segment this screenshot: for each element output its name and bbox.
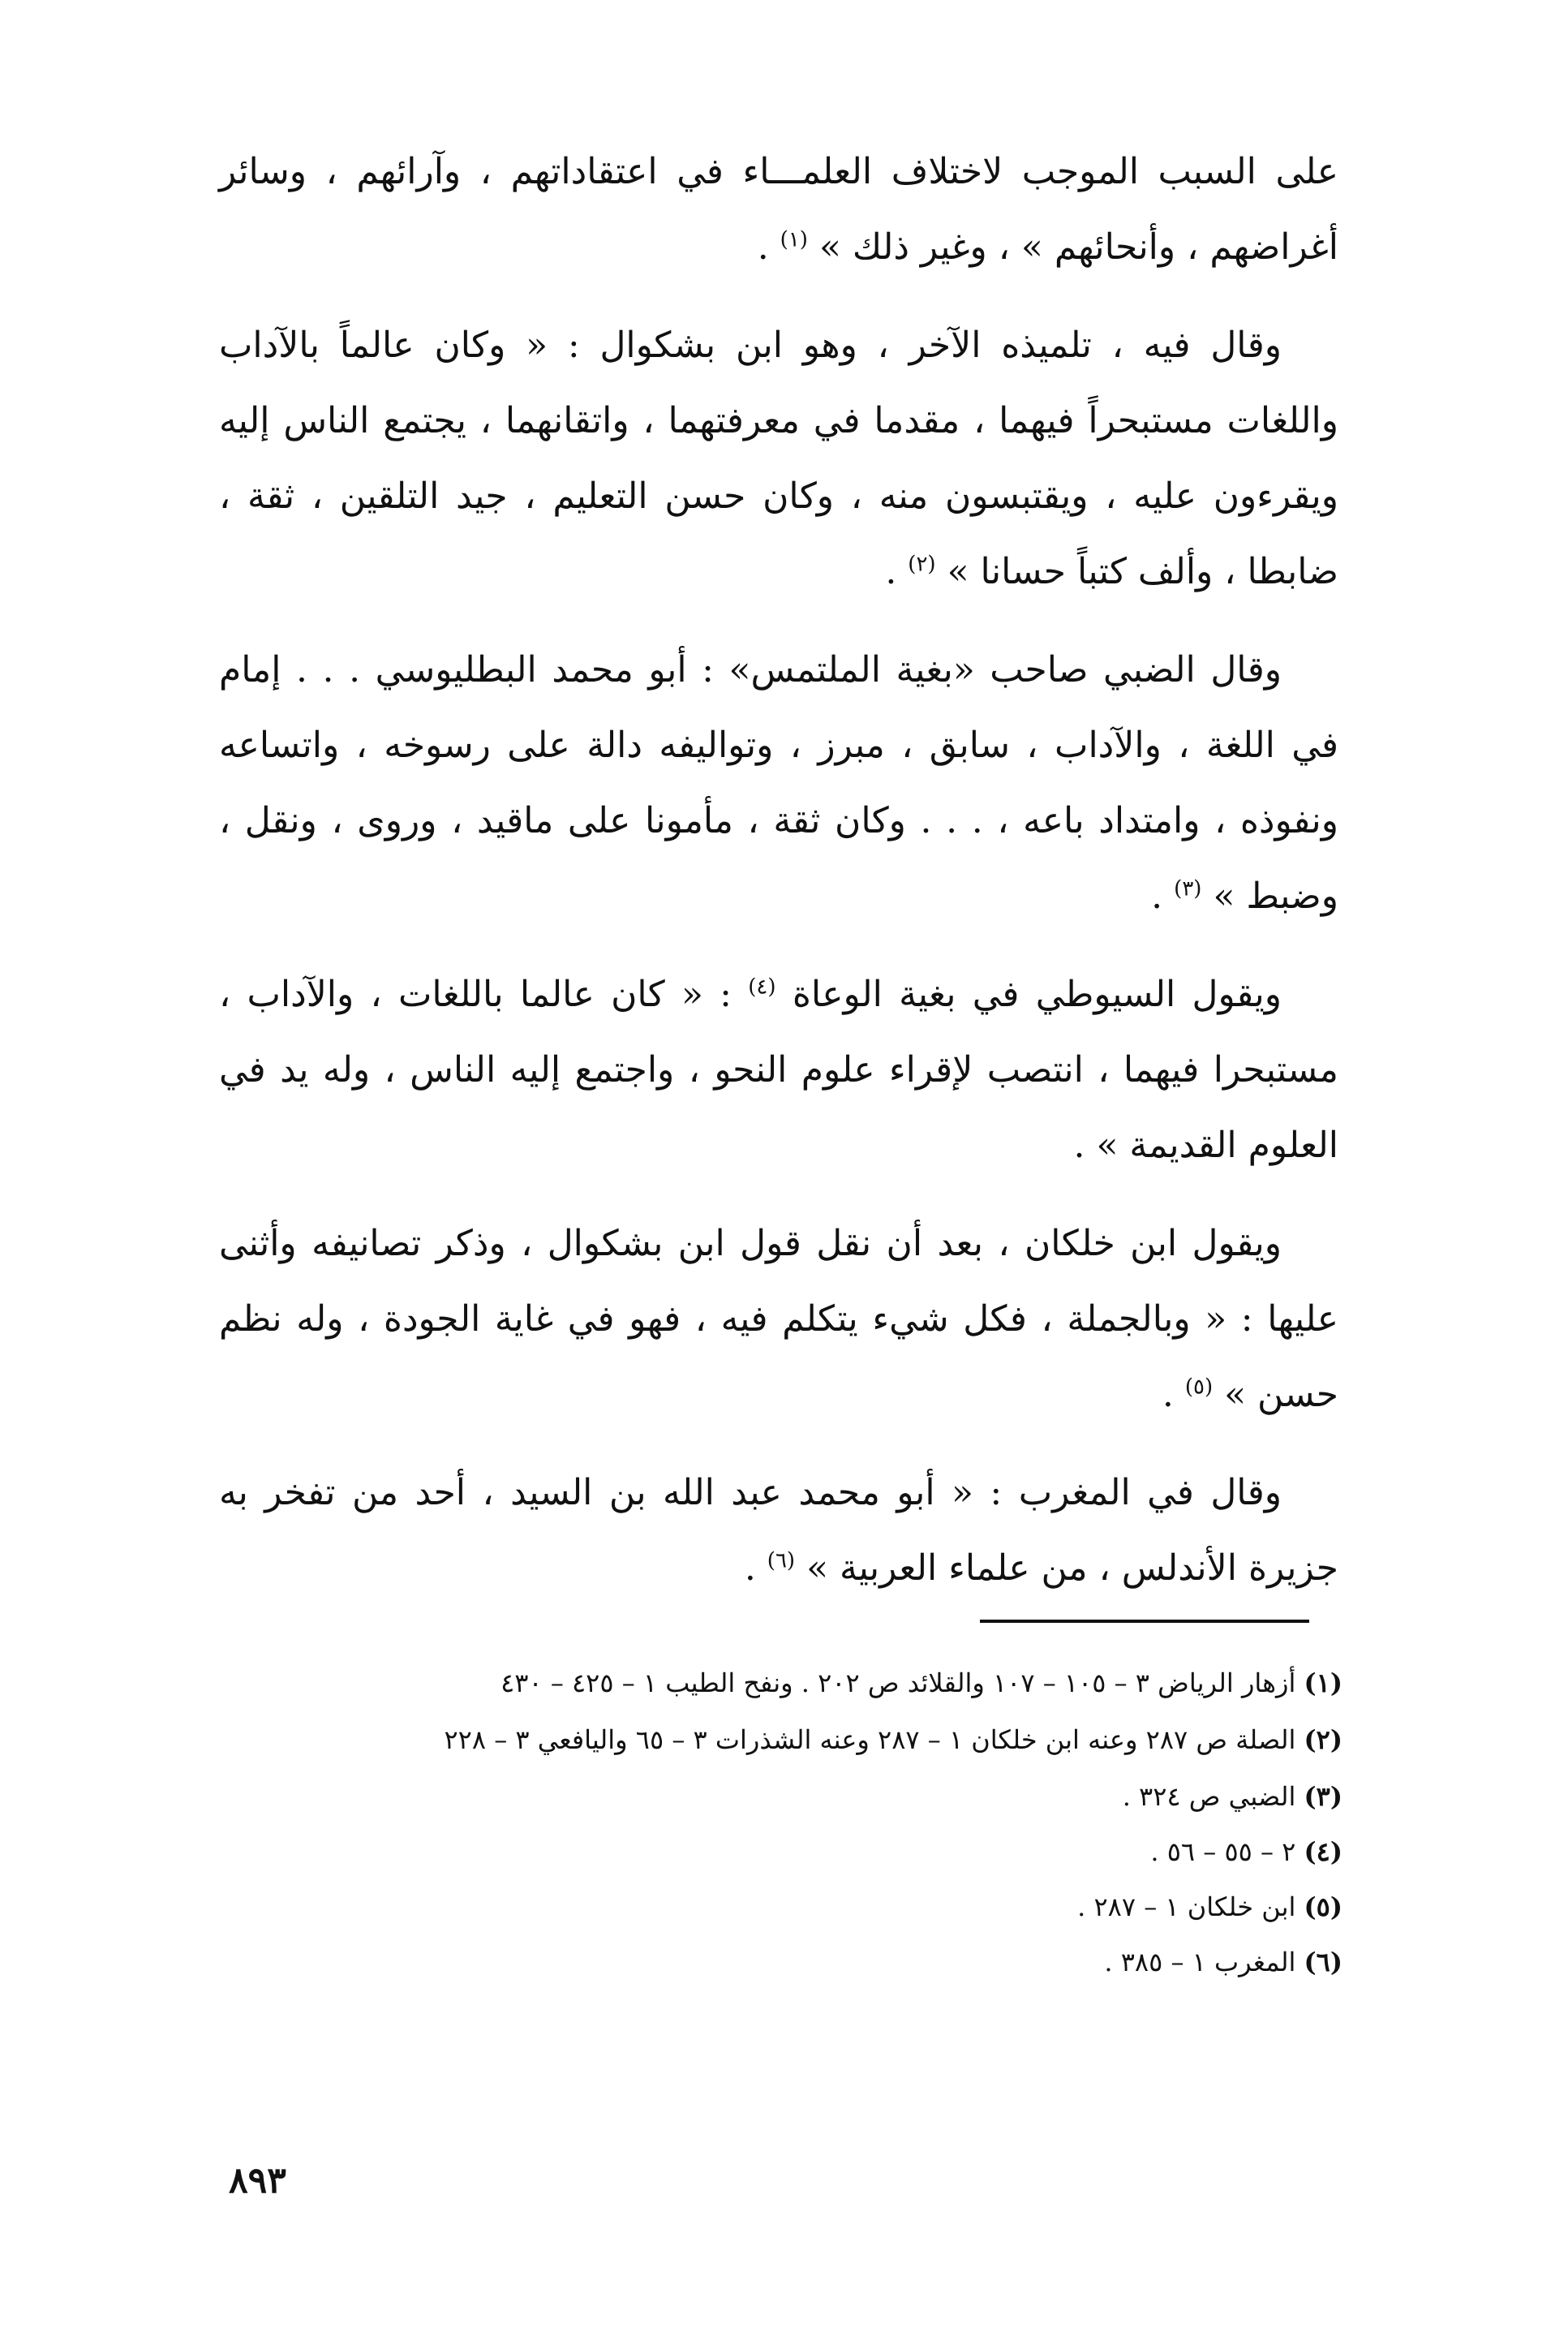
paragraph-3 — [219, 632, 1338, 934]
footnote-number: (٣) — [1304, 1781, 1342, 1812]
footnote-number: (٢) — [1304, 1724, 1342, 1755]
paragraph-6 — [219, 1455, 1338, 1606]
footnote-text: ابن خلكان ١ – ٢٨٧ . — [1077, 1891, 1296, 1922]
paragraph-end: . — [1162, 1374, 1185, 1415]
main-text — [219, 134, 1338, 1629]
paragraph-text: ويقول السيوطي في بغية الوعاة — [792, 974, 1282, 1015]
footnote-number: (١) — [1304, 1667, 1342, 1698]
footnote-separator — [980, 1620, 1309, 1623]
paragraph-end: . — [885, 551, 909, 592]
footnote-reference: (٤) — [748, 975, 776, 1000]
paragraph-text: وقال فيه ، تلميذه الآخر ، وهو ابن بشكوال : « وكان عالماً بالآداب واللغات مستبحراً فيهما ، مقدما في معرفتهما ، واتقانهما ، يجتمع الناس إليه ويقرءون عليه ، ويقتبسون منه ، وكان حسن التعليم ، جيد التلقين ، ثقة ، ضابطا ، وألف كتباً حسانا » — [219, 325, 1338, 592]
footnotes — [215, 1655, 1342, 1990]
paragraph-end: . — [744, 1547, 767, 1589]
footnote-reference: (٢) — [908, 552, 936, 577]
footnote-number: (٦) — [1304, 1947, 1342, 1977]
footnote-number: (٤) — [1304, 1836, 1342, 1867]
paragraph-text: على السبب الموجب لاختلاف العلمـــاء في اعتقاداتهم ، وآرائهم ، وسائر أغراضهم ، وأنحائهم » ، وغير ذلك » — [219, 151, 1338, 268]
footnote-6 — [215, 1934, 1342, 1990]
paragraph-end: . — [757, 226, 780, 268]
paragraph-end: . — [1151, 876, 1175, 917]
footnote-text: الصلة ص ٢٨٧ وعنه ابن خلكان ١ – ٢٨٧ وعنه الشذرات ٣ – ٦٥ واليافعي ٣ – ٢٢٨ — [444, 1724, 1296, 1755]
footnote-number: (٥) — [1304, 1891, 1342, 1922]
footnote-reference: (١) — [780, 227, 808, 252]
paragraph-text: ويقول ابن خلكان ، بعد أن نقل قول ابن بشكوال ، وذكر تصانيفه وأثنى عليها : « وبالجملة ، فكل شيء يتكلم فيه ، فهو في غاية الجودة ، وله نظم حسن » — [219, 1223, 1338, 1415]
footnote-text: الضبي ص ٣٢٤ . — [1122, 1781, 1296, 1812]
footnote-3 — [215, 1769, 1342, 1824]
paragraph-1 — [219, 134, 1338, 285]
footnote-reference: (٦) — [767, 1548, 796, 1573]
page-number: ٨٩٣ — [229, 2160, 286, 2201]
paragraph-text: وقال الضبي صاحب «بغية الملتمس» : أبو محمد البطليوسي . . . إمام في اللغة ، والآداب ، سابق ، مبرز ، وتواليفه دالة على رسوخه ، واتساعه ونفوذه ، وامتداد باعه ، . . . وكان ثقة ، مأمونا على ماقيد ، وروى ، ونقل ، وضبط » — [219, 649, 1338, 917]
paragraph-2 — [219, 308, 1338, 609]
footnote-text: أزهار الرياض ٣ – ١٠٥ – ١٠٧ والقلائد ص ٢٠٢ . ونفح الطيب ١ – ٤٢٥ – ٤٣٠ — [500, 1667, 1296, 1698]
paragraph-5 — [219, 1206, 1338, 1432]
paragraph-4 — [219, 957, 1338, 1183]
footnote-reference: (٣) — [1174, 876, 1202, 901]
footnote-4 — [215, 1824, 1342, 1879]
footnote-text: ٢ – ٥٥ – ٥٦ . — [1150, 1836, 1296, 1867]
paragraph-end: : « كان عالما باللغات ، والآداب ، مستبحرا فيهما ، انتصب لإقراء علوم النحو ، واجتمع إليه الناس ، وله يد في العلوم القديمة » . — [219, 974, 1338, 1166]
footnote-1 — [215, 1655, 1342, 1710]
footnote-reference: (٥) — [1184, 1375, 1214, 1400]
paragraph-text: وقال في المغرب : « أبو محمد عبد الله بن السيد ، أحد من تفخر به جزيرة الأندلس ، من علماء العربية » — [219, 1472, 1338, 1589]
footnote-5 — [215, 1879, 1342, 1934]
footnote-2 — [215, 1712, 1342, 1767]
footnote-text: المغرب ١ – ٣٨٥ . — [1104, 1947, 1296, 1977]
